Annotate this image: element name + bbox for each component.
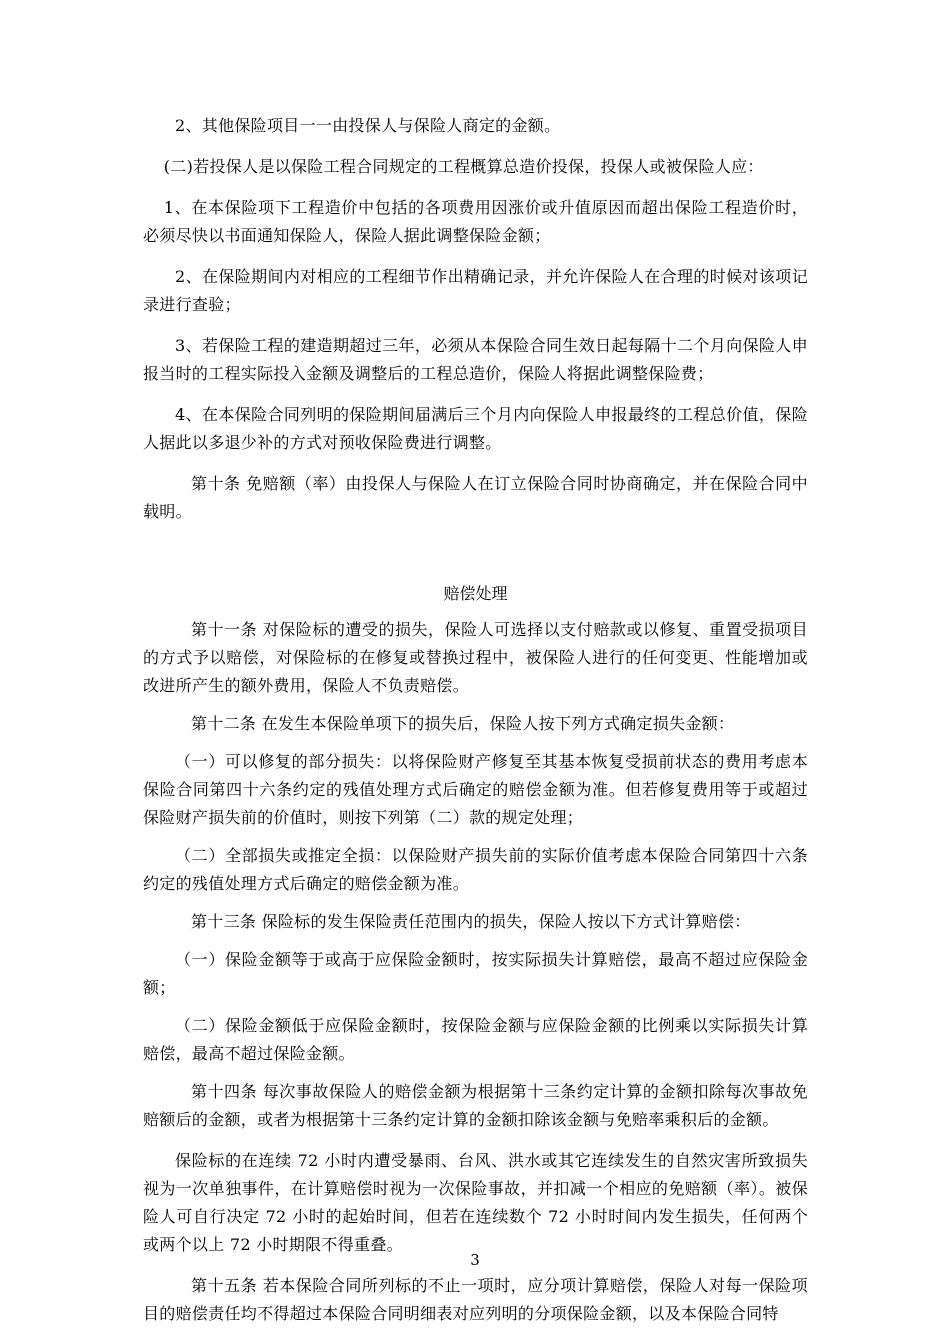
article-13: 第十三条 保险标的发生保险责任范围内的损失，保险人按以下方式计算赔偿： bbox=[191, 912, 751, 931]
article-14: 第十四条 每次事故保险人的赔偿金额为根据第十三条约定计算的金额扣除每次事故免赔额后的金额，或者为根据第十三条约定计算的金额扣除该金额与免赔率乘积后的金额。 bbox=[143, 1082, 808, 1129]
paragraph-item-4: 4、在本保险合同列明的保险期间届满后三个月内向保险人申报最终的工程总价值，保险人据此以多退少补的方式对预收保险费进行调整。 bbox=[143, 405, 808, 452]
paragraph-item-3: 3、若保险工程的建造期超过三年，必须从本保险合同生效日起每隔十二个月向保险人申报当时的工程实际投入金额及调整后的工程总造价，保险人将据此调整保险费； bbox=[143, 336, 808, 383]
page-number: 3 bbox=[470, 1251, 480, 1269]
article-11: 第十一条 对保险标的遭受的损失，保险人可选择以支付赔款或以修复、重置受损项目的方式予以赔偿，对保险标的在修复或替换过程中，被保险人进行的任何变更、性能增加或改进所产生的额外费用，保险人不负责赔偿。 bbox=[143, 620, 808, 695]
article-13-item-1: （一）保险金额等于或高于应保险金额时，按实际损失计算赔偿，最高不超过应保险金额； bbox=[143, 950, 808, 997]
paragraph-item-2: 2、在保险期间内对相应的工程细节作出精确记录，并允许保险人在合理的时候对该项记录进行查验； bbox=[143, 267, 808, 314]
article-12: 第十二条 在发生本保险单项下的损失后，保险人按下列方式确定损失金额： bbox=[191, 714, 735, 733]
article-12-item-2: （二）全部损失或推定全损：以保险财产损失前的实际价值考虑本保险合同第四十六条约定的残值处理方式后确定的赔偿金额为准。 bbox=[143, 846, 808, 893]
paragraph-item-2-other: 2、其他保险项目一一由投保人与保险人商定的金额。 bbox=[175, 116, 561, 135]
article-13-item-2: （二）保险金额低于应保险金额时，按保险金额与应保险金额的比例乘以实际损失计算赔偿，最高不超过保险金额。 bbox=[143, 1016, 808, 1063]
article-10: 第十条 免赔额（率）由投保人与保险人在订立保险合同时协商确定，并在保险合同中载明。 bbox=[143, 474, 808, 521]
document-body bbox=[143, 112, 808, 1328]
article-12-item-1: （一）可以修复的部分损失：以将保险财产修复至其基本恢复受损前状态的费用考虑本保险合同第四十六条约定的残值处理方式后确定的赔偿金额为准。但若修复费用等于或超过保险财产损失前的价值时，则按下列第（二）款的规定处理； bbox=[143, 752, 808, 827]
paragraph-item-1: 1、在本保险项下工程造价中包括的各项费用因涨价或升值原因而超出保险工程造价时，必须尽快以书面通知保险人，保险人据此调整保险金额； bbox=[143, 198, 808, 245]
section-heading: 赔偿处理 bbox=[443, 584, 508, 603]
article-15: 第十五条 若本保险合同所列标的不止一项时，应分项计算赔偿，保险人对每一保险项目的赔偿责任均不得超过本保险合同明细表对应列明的分项保险金额，以及本保险合同特 bbox=[143, 1276, 808, 1323]
article-14-paragraph-2: 保险标的在连续 72 小时内遭受暴雨、台风、洪水或其它连续发生的自然灾害所致损失视为一次单独事件，在计算赔偿时视为一次保险事故，并扣减一个相应的免赔额（率）。被保险人可自行决定 72 小时的起始时间，但若在连续数个 72 小时时间内发生损失，任何两个或两个以上 72 小时期限不得重叠。 bbox=[143, 1151, 808, 1254]
paragraph-clause-2: (二)若投保人是以保险工程合同规定的工程概算总造价投保，投保人或被保险人应： bbox=[163, 157, 764, 176]
